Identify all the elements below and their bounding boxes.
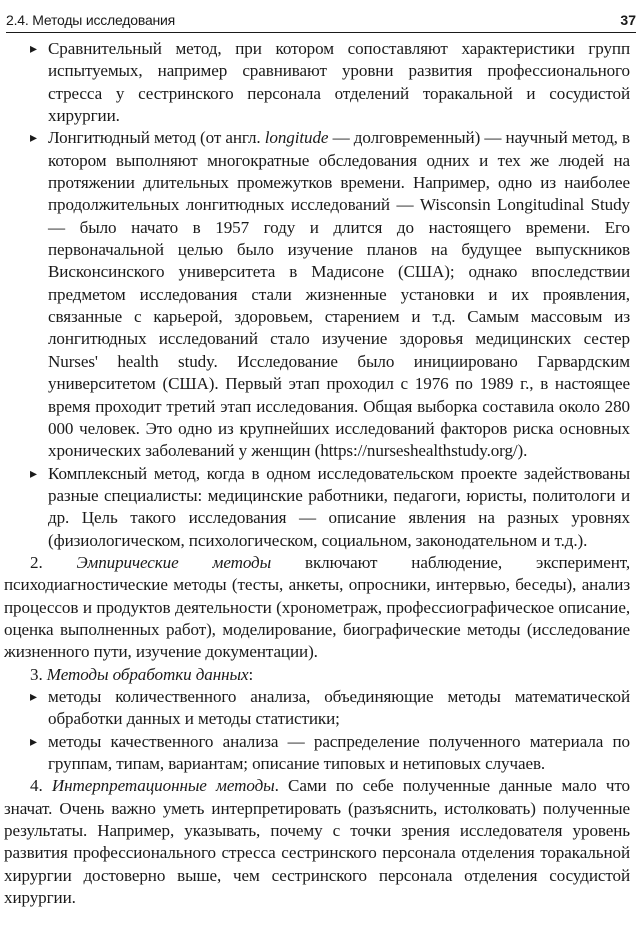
item-term: Методы обработки данных <box>46 664 249 684</box>
bullet-longitudinal-method <box>30 127 630 462</box>
item-number: 4. <box>30 776 52 796</box>
bullet-quantitative-analysis <box>30 686 630 731</box>
section-title: 2.4. Методы исследования <box>6 12 176 28</box>
item-term: Интерпретационные методы <box>51 776 275 796</box>
paragraph-interpretation-methods <box>4 775 630 909</box>
item-term: Эмпирические методы <box>76 552 272 572</box>
page-body <box>4 38 631 909</box>
item-text: . Сами по себе полученные данные мало что значат. Очень важно уметь интерпретировать (разъяснить, истолковать) полученные результаты. Например, указывать, почему с точки зрения исследователя уровень развития профессионального стресса сестринского персонала отделения торакальной хирургии достоверно выше, чем сестринского персонала отделения сосудистой хирургии. <box>4 776 630 908</box>
item-number: 2. <box>30 552 77 572</box>
term-longitude: longitude <box>264 128 329 148</box>
page-number: 37 <box>620 12 636 28</box>
running-header <box>6 8 636 33</box>
paragraph-empirical-methods <box>4 552 630 664</box>
paragraph-data-processing-methods <box>4 664 630 686</box>
item-number: 3. <box>30 664 47 684</box>
bullet-qualitative-analysis <box>30 731 630 776</box>
bullet-complex-method <box>30 463 630 552</box>
bullet-text: Комплексный метод, когда в одном исследовательском проекте задействованы разные специалисты: медицинские работники, педагоги, юристы, политологи и др. Цель такого исследования — описание явления на разных уровнях (физиологическом, психологическом, социальном, законодательном и т.д.). <box>48 463 630 550</box>
item-text: : <box>248 664 254 684</box>
bullet-text: методы качественного анализа — распределение полученного материала по группам, типам, вариантам; описание типовых и нетиповых случаев. <box>48 731 630 773</box>
bullet-comparative-method <box>30 38 630 127</box>
bullet-text-pre: Лонгитюдный метод (от англ. <box>48 128 265 148</box>
item-text: включают наблюдение, эксперимент, психодиагностические методы (тесты, анкеты, опросники, интервью, беседы), анализ процессов и продуктов деятельности (хронометраж, профессиографическое описание, оценка выполненных работ), моделирование, биографические методы (исследование жизненного пути, изучение документации). <box>4 552 631 662</box>
bullet-text-post: — долговременный) — научный метод, в котором выполняют многократные обследования одних и тех же людей на протяжении длительных промежутков времени. Например, одно из наиболее продолжительных лонгитюдных исследований — Wisconsin Longitudinal Study — было начато в 1957 году и длится до настоящего времени. Его первоначальной целью было изучение планов на будущее выпускников Висконсинского университета в Мадисоне (США); однако впоследствии предметом исследования стали жизненные установки и их проявления, связанные с карьерой, здоровьем, старением и т.д. Самым массовым из лонгитюдных исследований стало изучение здоровья медицинских сестер Nurses' health study. Исследование было инициировано Гарвардским университетом (США). Первый этап проходил с 1976 по 1989 г., в настоящее время проходит третий этап исследования. Общая выборка составила около 280 000 человек. Это одно из крупнейших исследований факторов риска основных хронических заболеваний у женщин (https://nurseshealthstudy.org/). <box>48 128 631 461</box>
bullet-text: методы количественного анализа, объединяющие методы математической обработки данных и методы статистики; <box>48 686 630 729</box>
bullet-text: Сравнительный метод, при котором сопоставляют характеристики групп испытуемых, например сравнивают уровни развития профессионального стресса у сестринского персонала отделений торакальной и сосудистой хирургии. <box>48 39 630 126</box>
